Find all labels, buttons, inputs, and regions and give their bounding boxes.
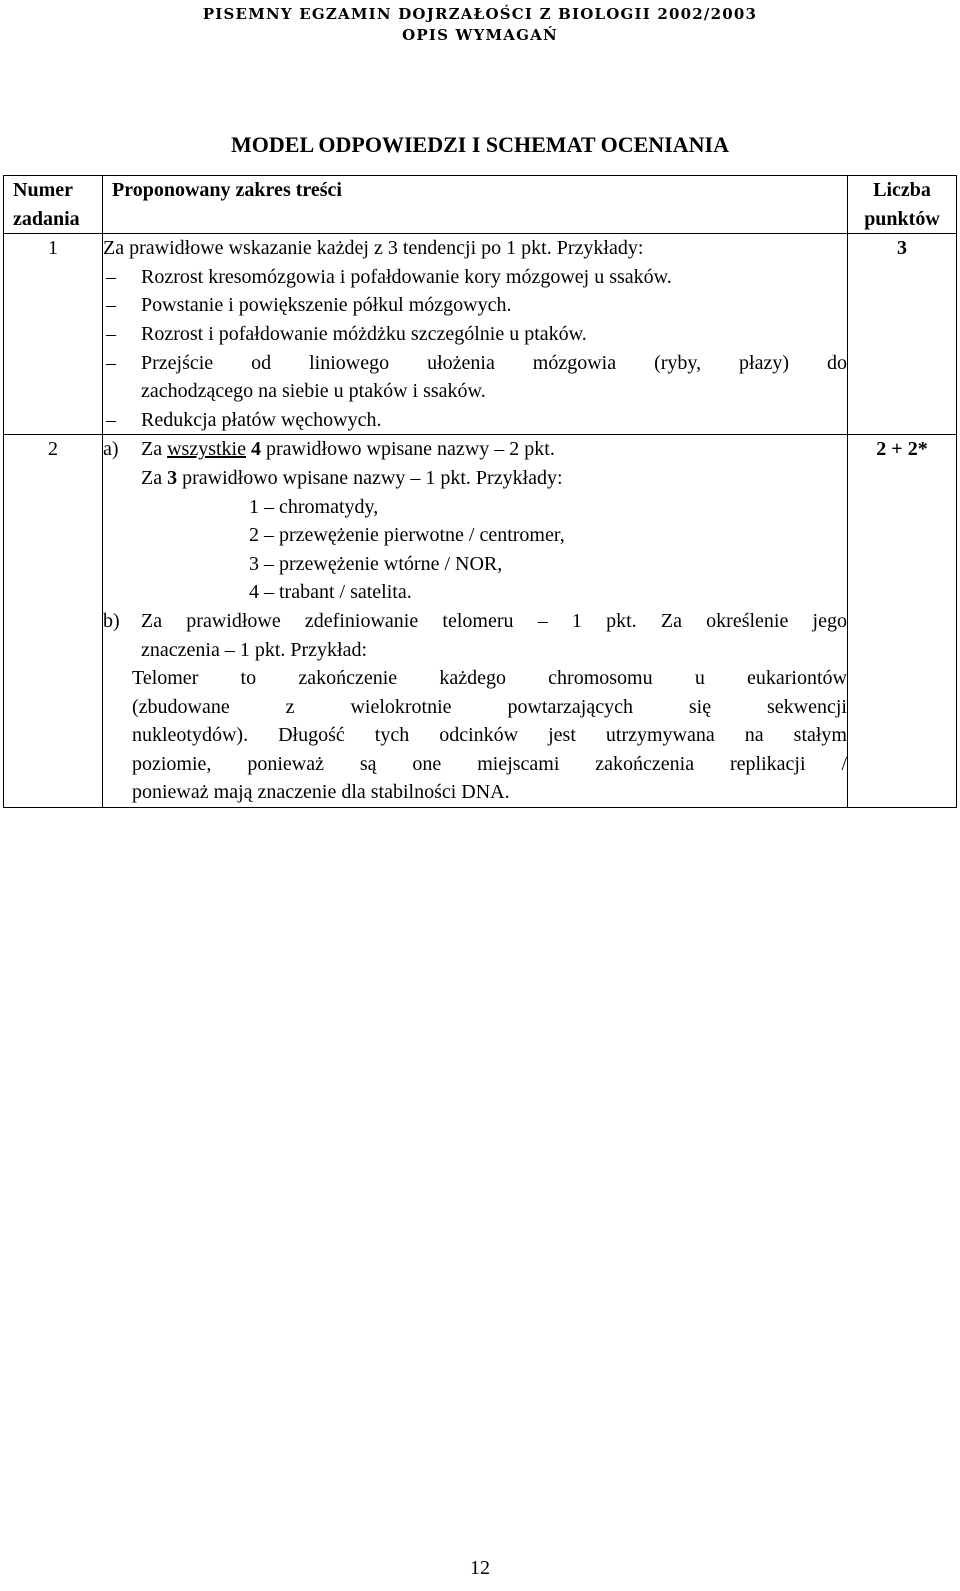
task-2-content [103,435,848,808]
table-header-row [4,176,957,234]
header-line-1: PISEMNY EGZAMIN DOJRZAŁOŚCI Z BIOLOGII 2002/2003 [202,5,758,23]
task-1-number: 1 [4,234,103,435]
list-item: – Rozrost kresomózgowia i pofałdowanie kory mózgowej u ssaków. [103,263,847,292]
task-2b-line-1: b) Za prawidłowe zdefiniowanie telomeru – 1 pkt. Za określenie jego [103,609,847,632]
table-row-task-1 [4,234,957,435]
list-item: 3 – przewężenie wtórne / NOR, [249,552,503,575]
task-2a-line-1: a) Za wszystkie 4 prawidłowo wpisane nazwy – 2 pkt. [103,438,555,461]
dash-bullet-icon: – [106,351,116,374]
telomere-definition: Telomer to zakończenie każdego chromosomu u eukariontów (zbudowane z wielokrotnie powtarzających się sekwencji nukleotydów). Długość tych odcinków jest utrzymywana na stałym poziomie, ponieważ są one miejscami zakończenia replikacji / ponieważ mają znaczenie dla stabilności DNA. [132,667,847,804]
task-1-points: 3 [848,234,957,435]
header-content: Proponowany zakres treści [103,176,848,234]
list-item: 1 – chromatydy, [249,495,379,518]
header-line-2: OPIS WYMAGAŃ [402,26,558,44]
header-points: Liczba punktów [848,176,957,234]
document-header [0,4,960,46]
page-title: MODEL ODPOWIEDZI I SCHEMAT OCENIANIA [231,132,729,157]
task-2-points: 2 + 2* [848,435,957,808]
task-2b-line-2: znaczenia – 1 pkt. Przykład: [141,638,368,661]
list-item: 4 – trabant / satelita. [249,581,412,604]
page-number: 12 [470,1557,490,1579]
list-item: – Powstanie i powiększenie półkul mózgowych. [103,291,847,320]
list-item: – Przejście od liniowego ułożenia mózgowia (ryby, płazy) do zachodzącego na siebie u ptaków i ssaków. [103,349,847,406]
list-item: – Redukcja płatów węchowych. [103,406,847,435]
dash-bullet-icon: – [106,408,116,431]
task-2a-line-2: Za 3 prawidłowo wpisane nazwy – 1 pkt. Przykłady: [141,466,563,489]
scoring-table [3,175,957,808]
list-item: 2 – przewężenie pierwotne / centromer, [249,524,565,547]
dash-bullet-icon: – [106,322,116,345]
task-2-number: 2 [4,435,103,808]
table-row-task-2 [4,435,957,808]
dash-bullet-icon: – [106,265,116,288]
list-item: – Rozrost i pofałdowanie móżdżku szczególnie u ptaków. [103,320,847,349]
dash-bullet-icon: – [106,294,116,317]
task-1-intro: Za prawidłowe wskazanie każdej z 3 tendencji po 1 pkt. Przykłady: [103,237,644,260]
header-task-number: Numer zadania [4,176,103,234]
task-1-content [103,234,848,435]
